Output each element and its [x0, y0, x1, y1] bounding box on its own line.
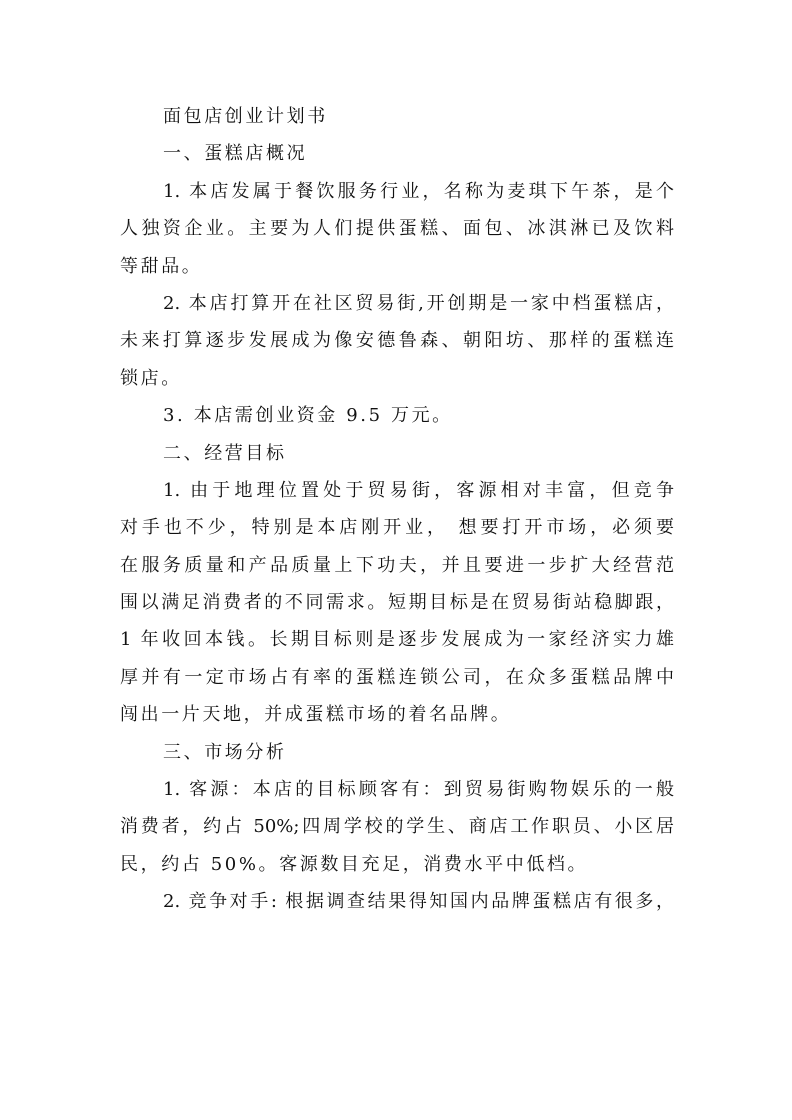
paragraph-line: 1. 本店发属于餐饮服务行业，名称为麦琪下午茶，是个	[163, 180, 674, 202]
paragraph-line: 1 年收回本钱。长期目标则是逐步发展成为一家经济实力雄	[120, 629, 674, 651]
paragraph-line: 民，约占 50%。客源数目充足，消费水平中低档。	[120, 853, 589, 875]
paragraph-line: 消费者，约占 50%;四周学校的学生、商店工作职员、小区居	[120, 816, 674, 838]
paragraph-line: 闯出一片天地，并成蛋糕市场的着名品牌。	[120, 704, 512, 726]
paragraph-line: 1. 客源：本店的目标顾客有：到贸易街购物娱乐的一般	[163, 779, 674, 801]
paragraph-line: 围以满足消费者的不同需求。短期目标是在贸易街站稳脚跟，	[120, 592, 674, 614]
paragraph-line: 2. 竞争对手: 根据调查结果得知国内品牌蛋糕店有很多，	[163, 891, 674, 913]
section-heading-goals: 二、经营目标	[163, 442, 287, 464]
section-heading-market: 三、市场分析	[163, 741, 287, 763]
paragraph-line: 3. 本店需创业资金 9.5 万元。	[163, 405, 453, 427]
section-heading-overview: 一、蛋糕店概况	[163, 143, 308, 165]
paragraph-line: 锁店。	[120, 367, 182, 389]
paragraph-line: 1. 由于地理位置处于贸易街，客源相对丰富，但竞争	[163, 479, 674, 501]
paragraph-line: 等甜品。	[120, 255, 203, 277]
paragraph-line: 在服务质量和产品质量上下功夫，并且要进一步扩大经营范	[120, 554, 674, 576]
paragraph-line: 未来打算逐步发展成为像安德鲁森、朝阳坊、那样的蛋糕连	[120, 330, 674, 352]
paragraph-line: 厚并有一定市场占有率的蛋糕连锁公司，在众多蛋糕品牌中	[120, 666, 674, 688]
paragraph-line: 人独资企业。主要为人们提供蛋糕、面包、冰淇淋已及饮料	[120, 218, 674, 240]
document-title: 面包店创业计划书	[163, 106, 328, 127]
document-body	[120, 102, 674, 925]
paragraph-line: 2. 本店打算开在社区贸易街,开创期是一家中档蛋糕店，	[163, 292, 674, 314]
paragraph-line: 对手也不少，特别是本店刚开业， 想要打开市场，必须要	[120, 517, 674, 539]
